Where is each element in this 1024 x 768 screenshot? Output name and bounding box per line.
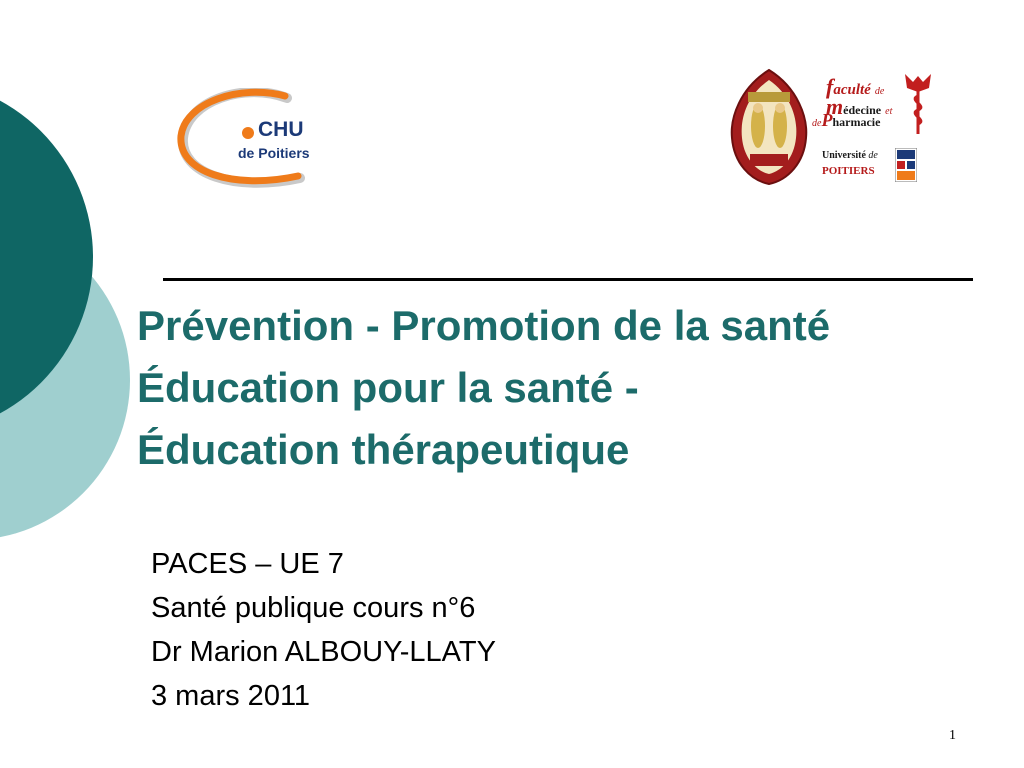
decorative-circles — [0, 0, 140, 560]
slide-subtitle — [151, 542, 496, 718]
chu-swoosh-logo — [175, 88, 335, 190]
caduceus-icon — [903, 68, 933, 136]
slide-title — [137, 295, 1007, 481]
faculte-line-1: faculté de — [826, 74, 885, 99]
title-rule — [163, 278, 973, 281]
faculte-line-2: médecine et — [826, 94, 893, 119]
subtitle-lecture: Santé publique cours n°6 — [151, 592, 476, 624]
faculte-line-3: dePharmacie — [812, 110, 881, 130]
title-line-2: Éducation pour la santé - — [137, 364, 639, 411]
universite-badge-logo — [895, 148, 917, 182]
faculty-seal-logo — [728, 68, 810, 186]
subtitle-author: Dr Marion ALBOUY-LLATY — [151, 636, 496, 668]
title-line-3: Éducation thérapeutique — [137, 426, 630, 473]
universite-line-2: POITIERS — [822, 165, 875, 177]
slide-number: 1 — [949, 728, 956, 743]
title-line-1: Prévention - Promotion de la santé — [137, 302, 831, 349]
subtitle-date: 3 mars 2011 — [151, 680, 311, 712]
chu-logo-city: de Poitiers — [238, 145, 310, 161]
universite-line-1: Université de — [822, 150, 878, 161]
chu-logo-name: CHU — [258, 118, 304, 141]
subtitle-course: PACES – UE 7 — [151, 548, 344, 580]
